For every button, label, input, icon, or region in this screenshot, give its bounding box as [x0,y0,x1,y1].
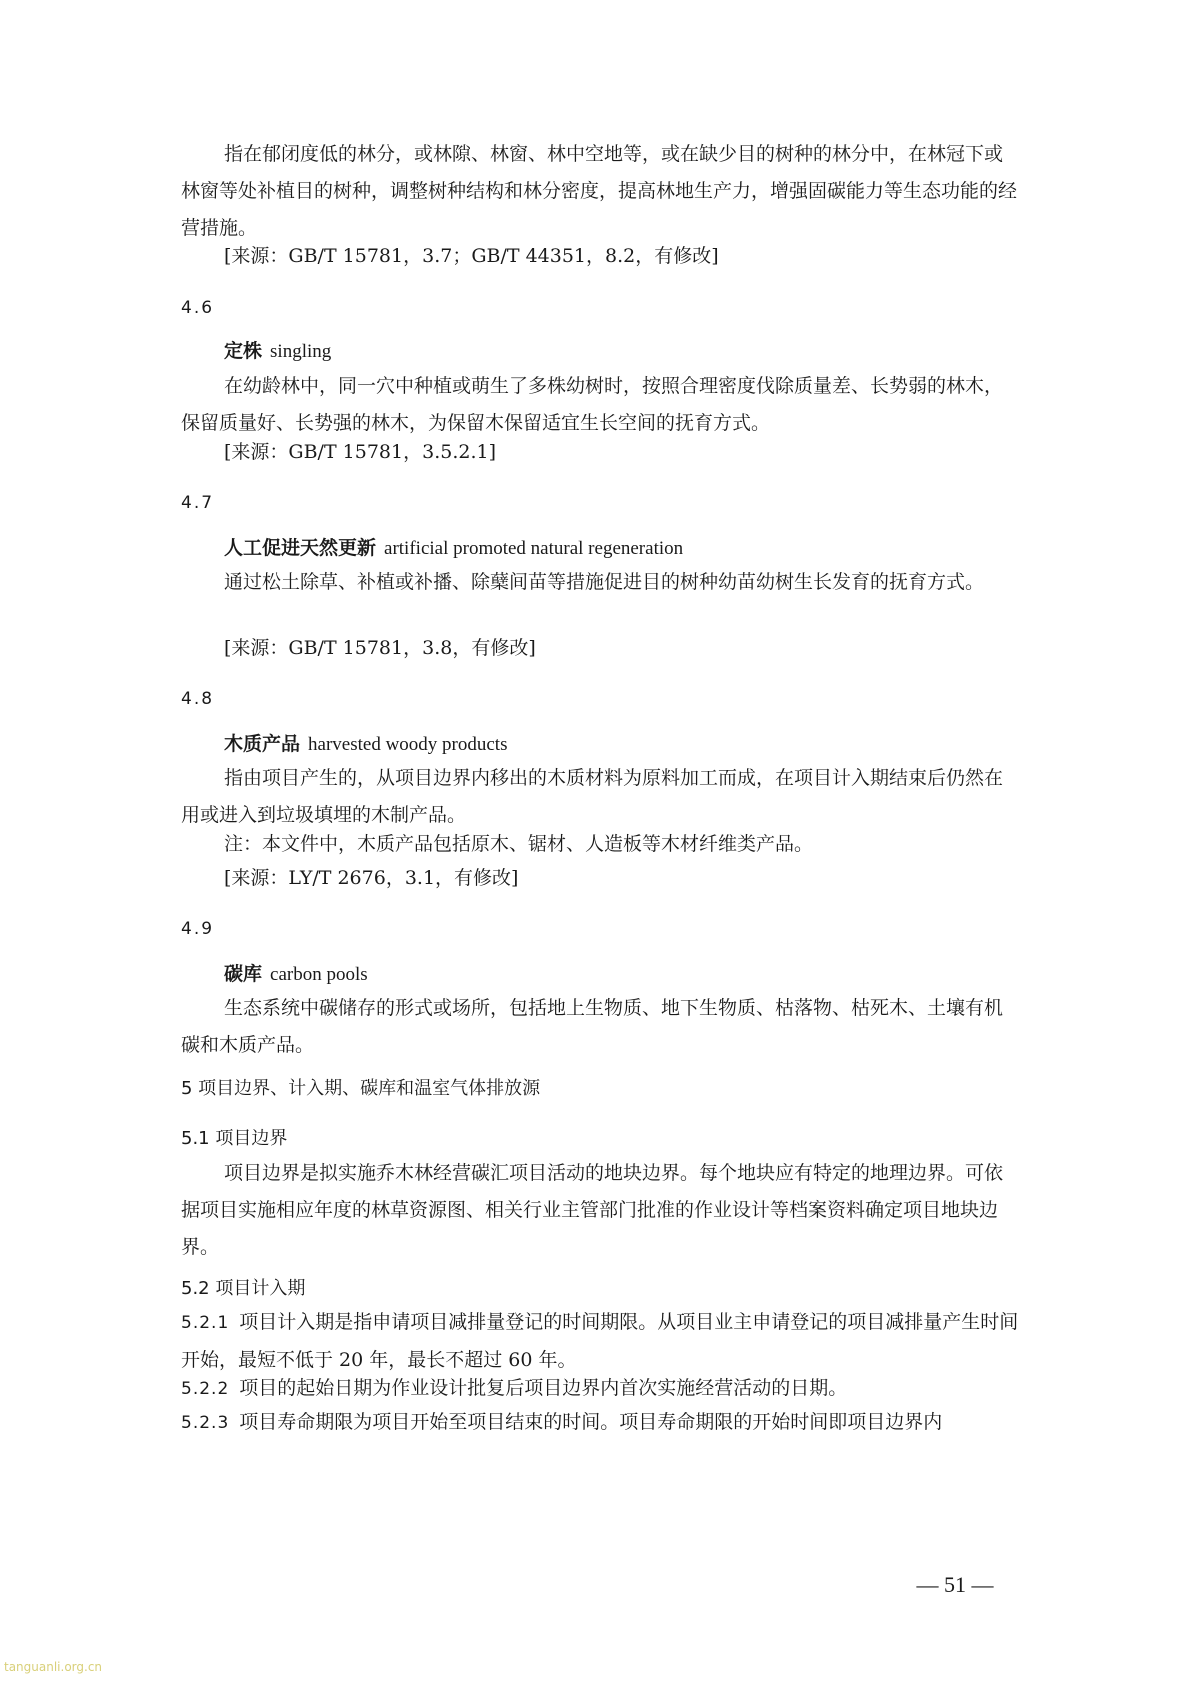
definition-text: 指在郁闭度低的林分，或林隙、林窗、林中空地等，或在缺少目的树种的林分中，在林冠下或林窗等处补植目的树种，调整树种结构和林分密度，提高林地生产力，增强固碳能力等生态功能的经营措施。 [181,143,1018,239]
term-english: carbon pools [270,964,368,985]
definition-text: 生态系统中碳储存的形式或场所，包括地上生物质、地下生物质、枯落物、枯死木、土壤有机碳和木质产品。 [181,997,1004,1056]
term-english: harvested woody products [308,734,508,755]
clause-number: 5.2.3 [181,1413,230,1433]
clause-paragraph [181,1304,1021,1379]
clause-number: 4.7 [181,493,215,513]
definition-text: 指由项目产生的，从项目边界内移出的木质材料为原料加工而成，在项目计入期结束后仍然在用或进入到垃圾填埋的木制产品。 [181,767,1004,826]
term-chinese: 碳库 [224,963,263,985]
watermark-text: tanguanli.org.cn [4,1660,103,1674]
term-english: artificial promoted natural regeneration [384,538,684,559]
subsection-heading: 5.2 项目计入期 [181,1278,306,1299]
term-heading [181,726,1021,763]
source-citation: [来源：GB/T 15781，3.7；GB/T 44351，8.2，有修改] [224,245,719,267]
subsection-heading: 5.1 项目边界 [181,1128,288,1149]
source-citation: [来源：LY/T 2676，3.1，有修改] [224,867,519,889]
clause-number: 5.2.2 [181,1379,230,1399]
clause-number: 4.8 [181,689,215,709]
term-chinese: 人工促进天然更新 [224,537,377,559]
definition-text: 在幼龄林中，同一穴中种植或萌生了多株幼树时，按照合理密度伐除质量差、长势弱的林木，保留质量好、长势强的林木，为保留木保留适宜生长空间的抚育方式。 [181,375,1004,434]
clause-paragraph [181,1404,1021,1442]
clause-text: 项目寿命期限为项目开始至项目结束的时间。项目寿命期限的开始时间即项目边界内 [239,1411,943,1433]
clause-text: 项目计入期是指申请项目减排量登记的时间期限。从项目业主申请登记的项目减排量产生时间开始，最短不低于 20 年，最长不超过 60 年。 [181,1311,1019,1371]
term-heading [181,333,1021,370]
section-heading: 5 项目边界、计入期、碳库和温室气体排放源 [181,1078,541,1099]
note-text: 注：本文件中，木质产品包括原木、锯材、人造板等木材纤维类产品。 [224,833,814,855]
term-heading [181,530,1021,567]
term-heading [181,956,1021,993]
definition-text: 通过松土除草、补植或补播、除蘖间苗等措施促进目的树种幼苗幼树生长发育的抚育方式。 [224,571,985,593]
term-chinese: 定株 [224,340,263,362]
clause-paragraph [181,1370,1021,1408]
page-number: — 51 — [916,1572,994,1597]
source-citation: [来源：GB/T 15781，3.5.2.1] [224,441,496,463]
source-citation: [来源：GB/T 15781，3.8，有修改] [224,637,536,659]
clause-number: 5.2.1 [181,1313,230,1333]
clause-text: 项目的起始日期为作业设计批复后项目边界内首次实施经营活动的日期。 [239,1377,848,1399]
paragraph: 项目边界是拟实施乔木林经营碳汇项目活动的地块边界。每个地块应有特定的地理边界。可依据项目实施相应年度的林草资源图、相关行业主管部门批准的作业设计等档案资料确定项目地块边界。 [181,1162,1004,1258]
term-chinese: 木质产品 [224,733,301,755]
clause-number: 4.6 [181,298,215,318]
clause-number: 4.9 [181,919,215,939]
term-english: singling [270,341,332,362]
